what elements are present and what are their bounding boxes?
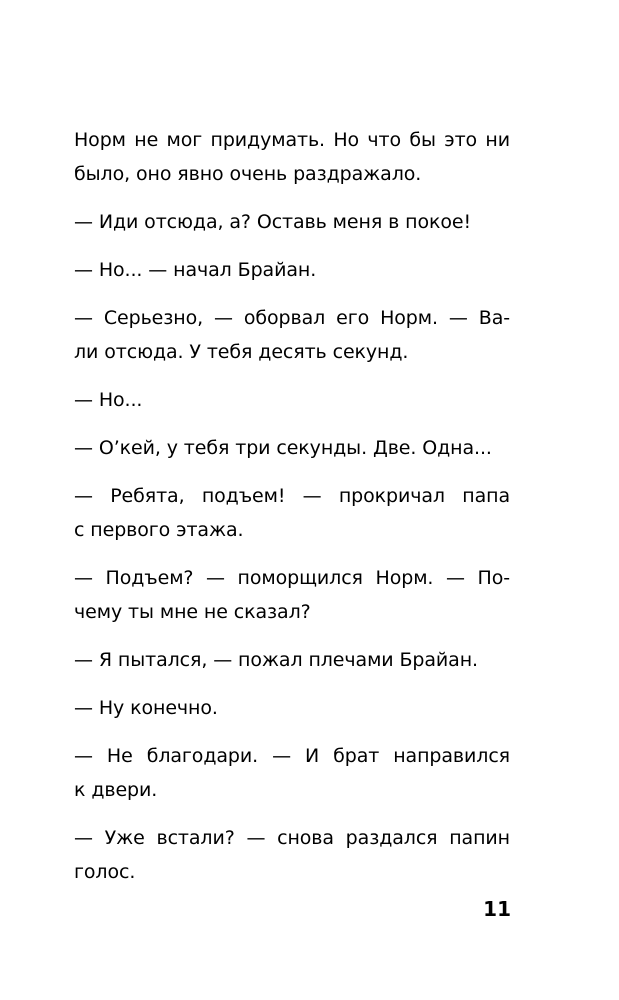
text-line: чему ты мне не сказал? bbox=[74, 601, 311, 623]
paragraph bbox=[74, 821, 510, 889]
paragraph bbox=[74, 205, 510, 239]
text-line: к двери. bbox=[74, 779, 158, 801]
text-line: с первого этажа. bbox=[74, 519, 244, 541]
text-line: ли отсюда. У тебя десять секунд. bbox=[74, 341, 409, 363]
paragraph bbox=[74, 253, 510, 287]
paragraph bbox=[74, 739, 510, 807]
paragraph bbox=[74, 431, 510, 465]
text-line: — Но... — начал Брайан. bbox=[74, 259, 317, 281]
paragraph bbox=[74, 561, 510, 629]
body-text bbox=[74, 123, 510, 903]
page-number: 11 bbox=[483, 897, 511, 921]
text-line: — Ребята, подъем! — прокричал папа bbox=[74, 485, 510, 507]
paragraph bbox=[74, 301, 510, 369]
text-line: — Но... bbox=[74, 389, 143, 411]
text-line: голос. bbox=[74, 861, 136, 883]
text-line: — Серьезно, — оборвал его Норм. — Ва- bbox=[74, 307, 510, 329]
paragraph bbox=[74, 383, 510, 417]
text-line: — Не благодари. — И брат направился bbox=[74, 745, 510, 767]
paragraph bbox=[74, 123, 510, 191]
text-line: — О’кей, у тебя три секунды. Две. Одна... bbox=[74, 437, 492, 459]
text-line: — Ну конечно. bbox=[74, 697, 218, 719]
text-line: — Иди отсюда, а? Оставь меня в покое! bbox=[74, 211, 471, 233]
text-line: — Я пытался, — пожал плечами Брайан. bbox=[74, 649, 478, 671]
paragraph bbox=[74, 643, 510, 677]
paragraph bbox=[74, 691, 510, 725]
text-line: — Подъем? — поморщился Норм. — По- bbox=[74, 567, 510, 589]
text-line: — Уже встали? — снова раздался папин bbox=[74, 827, 510, 849]
text-line: Норм не мог придумать. Но что бы это ни bbox=[74, 129, 510, 151]
paragraph bbox=[74, 479, 510, 547]
text-line: было, оно явно очень раздражало. bbox=[74, 163, 422, 185]
